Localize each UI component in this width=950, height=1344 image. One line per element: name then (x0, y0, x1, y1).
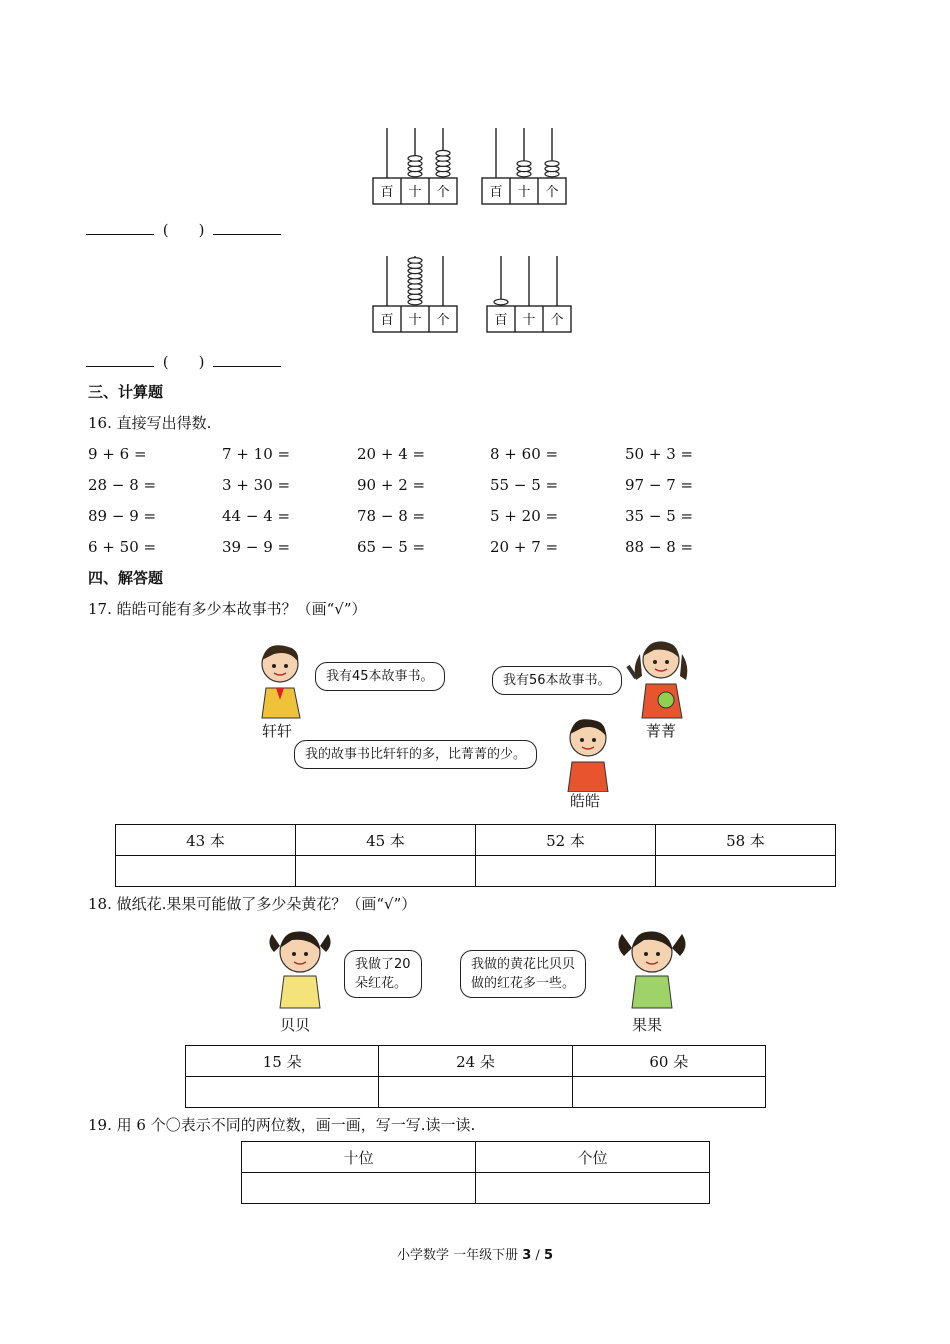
calc-expression: 7 + 10 = (222, 445, 291, 463)
calc-expression: 6 + 50 = (88, 538, 157, 556)
check-cell[interactable] (116, 856, 296, 887)
hundreds-bead (494, 299, 508, 305)
hundreds-label: 百 (494, 313, 508, 328)
speech-text: 我有56本故事书。 (503, 673, 611, 688)
calc-expression: 78 − 8 = (357, 507, 426, 525)
q19-place-value-table (241, 1141, 710, 1204)
hundreds-label: 百 (380, 313, 394, 328)
calc-expression: 89 − 9 = (88, 507, 157, 525)
calc-expression: 8 + 60 = (490, 445, 559, 463)
hundreds-label: 百 (489, 185, 503, 200)
speech-text: 朵红花。 (355, 976, 408, 991)
calc-expression: 65 − 5 = (357, 538, 426, 556)
answer-blank[interactable] (86, 352, 154, 367)
calc-expression: 88 − 8 = (625, 538, 694, 556)
speech-bubble-xuanxuan (315, 662, 445, 691)
answer-blank[interactable] (86, 220, 154, 235)
option-45-cell: 45 本 (296, 825, 476, 856)
ones-bead (545, 161, 559, 167)
option-60-cell: 60 朵 (572, 1046, 765, 1077)
character-name-guoguo: 果果 (632, 1016, 663, 1034)
character-name-jingjing: 菁菁 (646, 722, 677, 740)
compare-paren[interactable]: ( ) (162, 221, 205, 239)
section-4-title: 四、解答题 (88, 569, 164, 587)
section-3-title: 三、计算题 (88, 383, 164, 401)
tens-bead (517, 161, 531, 167)
footer-title: 小学数学 一年级下册 (396, 1248, 523, 1263)
check-cell[interactable] (656, 856, 836, 887)
ones-label: 个 (436, 185, 450, 200)
speech-text: 做的红花多一些。 (471, 976, 576, 991)
character-name-haohao: 皓皓 (570, 792, 601, 810)
answer-blank[interactable] (213, 220, 281, 235)
compare-paren[interactable]: ( ) (162, 353, 205, 371)
option-43-cell: 43 本 (116, 825, 296, 856)
abacus-figure-4 (484, 252, 574, 336)
speech-text: 我的故事书比轩轩的多，比菁菁的少。 (305, 747, 527, 762)
boy-xuanxuan-illustration (254, 640, 310, 720)
tens-label: 十 (517, 185, 531, 200)
calc-expression: 20 + 7 = (490, 538, 559, 556)
calc-expression: 55 − 5 = (490, 476, 559, 494)
check-cell[interactable] (572, 1077, 765, 1108)
speech-bubble-haohao (294, 740, 537, 769)
speech-bubble-beibei (344, 950, 422, 998)
tens-place-header: 十位 (242, 1142, 476, 1173)
check-cell[interactable] (296, 856, 476, 887)
ones-place-cell[interactable] (476, 1173, 710, 1204)
page-separator: / (531, 1248, 544, 1263)
speech-text: 我做的黄花比贝贝 (471, 957, 576, 972)
calc-expression: 97 − 7 = (625, 476, 694, 494)
abacus-figure-1 (370, 124, 460, 208)
calc-expression: 50 + 3 = (625, 445, 694, 463)
speech-text: 我有45本故事书。 (326, 669, 434, 684)
q19-prompt: 19. 用 6 个〇表示不同的两位数，画一画，写一写.读一读. (88, 1116, 476, 1134)
option-52-cell: 52 本 (476, 825, 656, 856)
calc-expression: 90 + 2 = (357, 476, 426, 494)
tens-label: 十 (408, 313, 422, 328)
calc-expression: 9 + 6 = (88, 445, 147, 463)
option-58-cell: 58 本 (656, 825, 836, 856)
speech-bubble-guoguo (460, 950, 586, 998)
ones-place-header: 个位 (476, 1142, 710, 1173)
speech-bubble-jingjing (492, 666, 622, 695)
page-total: 5 (543, 1248, 553, 1263)
tens-label: 十 (522, 313, 536, 328)
hundreds-label: 百 (380, 185, 394, 200)
ones-label: 个 (436, 313, 450, 328)
page-number: 3 (522, 1248, 532, 1263)
tens-place-cell[interactable] (242, 1173, 476, 1204)
calc-expression: 44 − 4 = (222, 507, 291, 525)
calc-expression: 28 − 8 = (88, 476, 157, 494)
calc-expression: 5 + 20 = (490, 507, 559, 525)
page-footer (0, 1246, 950, 1266)
tens-bead (408, 258, 422, 264)
answer-blank[interactable] (213, 352, 281, 367)
option-24-cell: 24 朵 (379, 1046, 572, 1077)
compare-line-1 (86, 220, 281, 240)
girl-beibei-illustration (264, 922, 336, 1010)
girl-guoguo-illustration (614, 922, 690, 1010)
check-cell[interactable] (379, 1077, 572, 1108)
calc-expression: 3 + 30 = (222, 476, 291, 494)
abacus-figure-2 (479, 124, 569, 208)
character-name-xuanxuan: 轩轩 (262, 722, 293, 740)
compare-line-2 (86, 352, 281, 372)
girl-jingjing-illustration (626, 636, 696, 720)
q17-answer-table (115, 824, 836, 887)
q18-prompt: 18. 做纸花.果果可能做了多少朵黄花？（画“√”） (88, 895, 417, 913)
q16-prompt: 16. 直接写出得数. (88, 414, 212, 432)
ones-label: 个 (545, 185, 559, 200)
tens-bead (408, 156, 422, 162)
speech-text: 我做了20 (355, 957, 411, 972)
option-15-cell: 15 朵 (186, 1046, 379, 1077)
character-name-beibei: 贝贝 (280, 1016, 311, 1034)
check-cell[interactable] (476, 856, 656, 887)
boy-haohao-illustration (560, 712, 616, 792)
ones-bead (436, 150, 450, 156)
tens-label: 十 (408, 185, 422, 200)
q18-answer-table (185, 1045, 766, 1108)
calc-expression: 39 − 9 = (222, 538, 291, 556)
ones-label: 个 (550, 313, 564, 328)
check-cell[interactable] (186, 1077, 379, 1108)
calc-expression: 35 − 5 = (625, 507, 694, 525)
q17-prompt: 17. 皓皓可能有多少本故事书？（画“√”） (88, 600, 367, 618)
abacus-figure-3 (370, 252, 460, 336)
calc-expression: 20 + 4 = (357, 445, 426, 463)
